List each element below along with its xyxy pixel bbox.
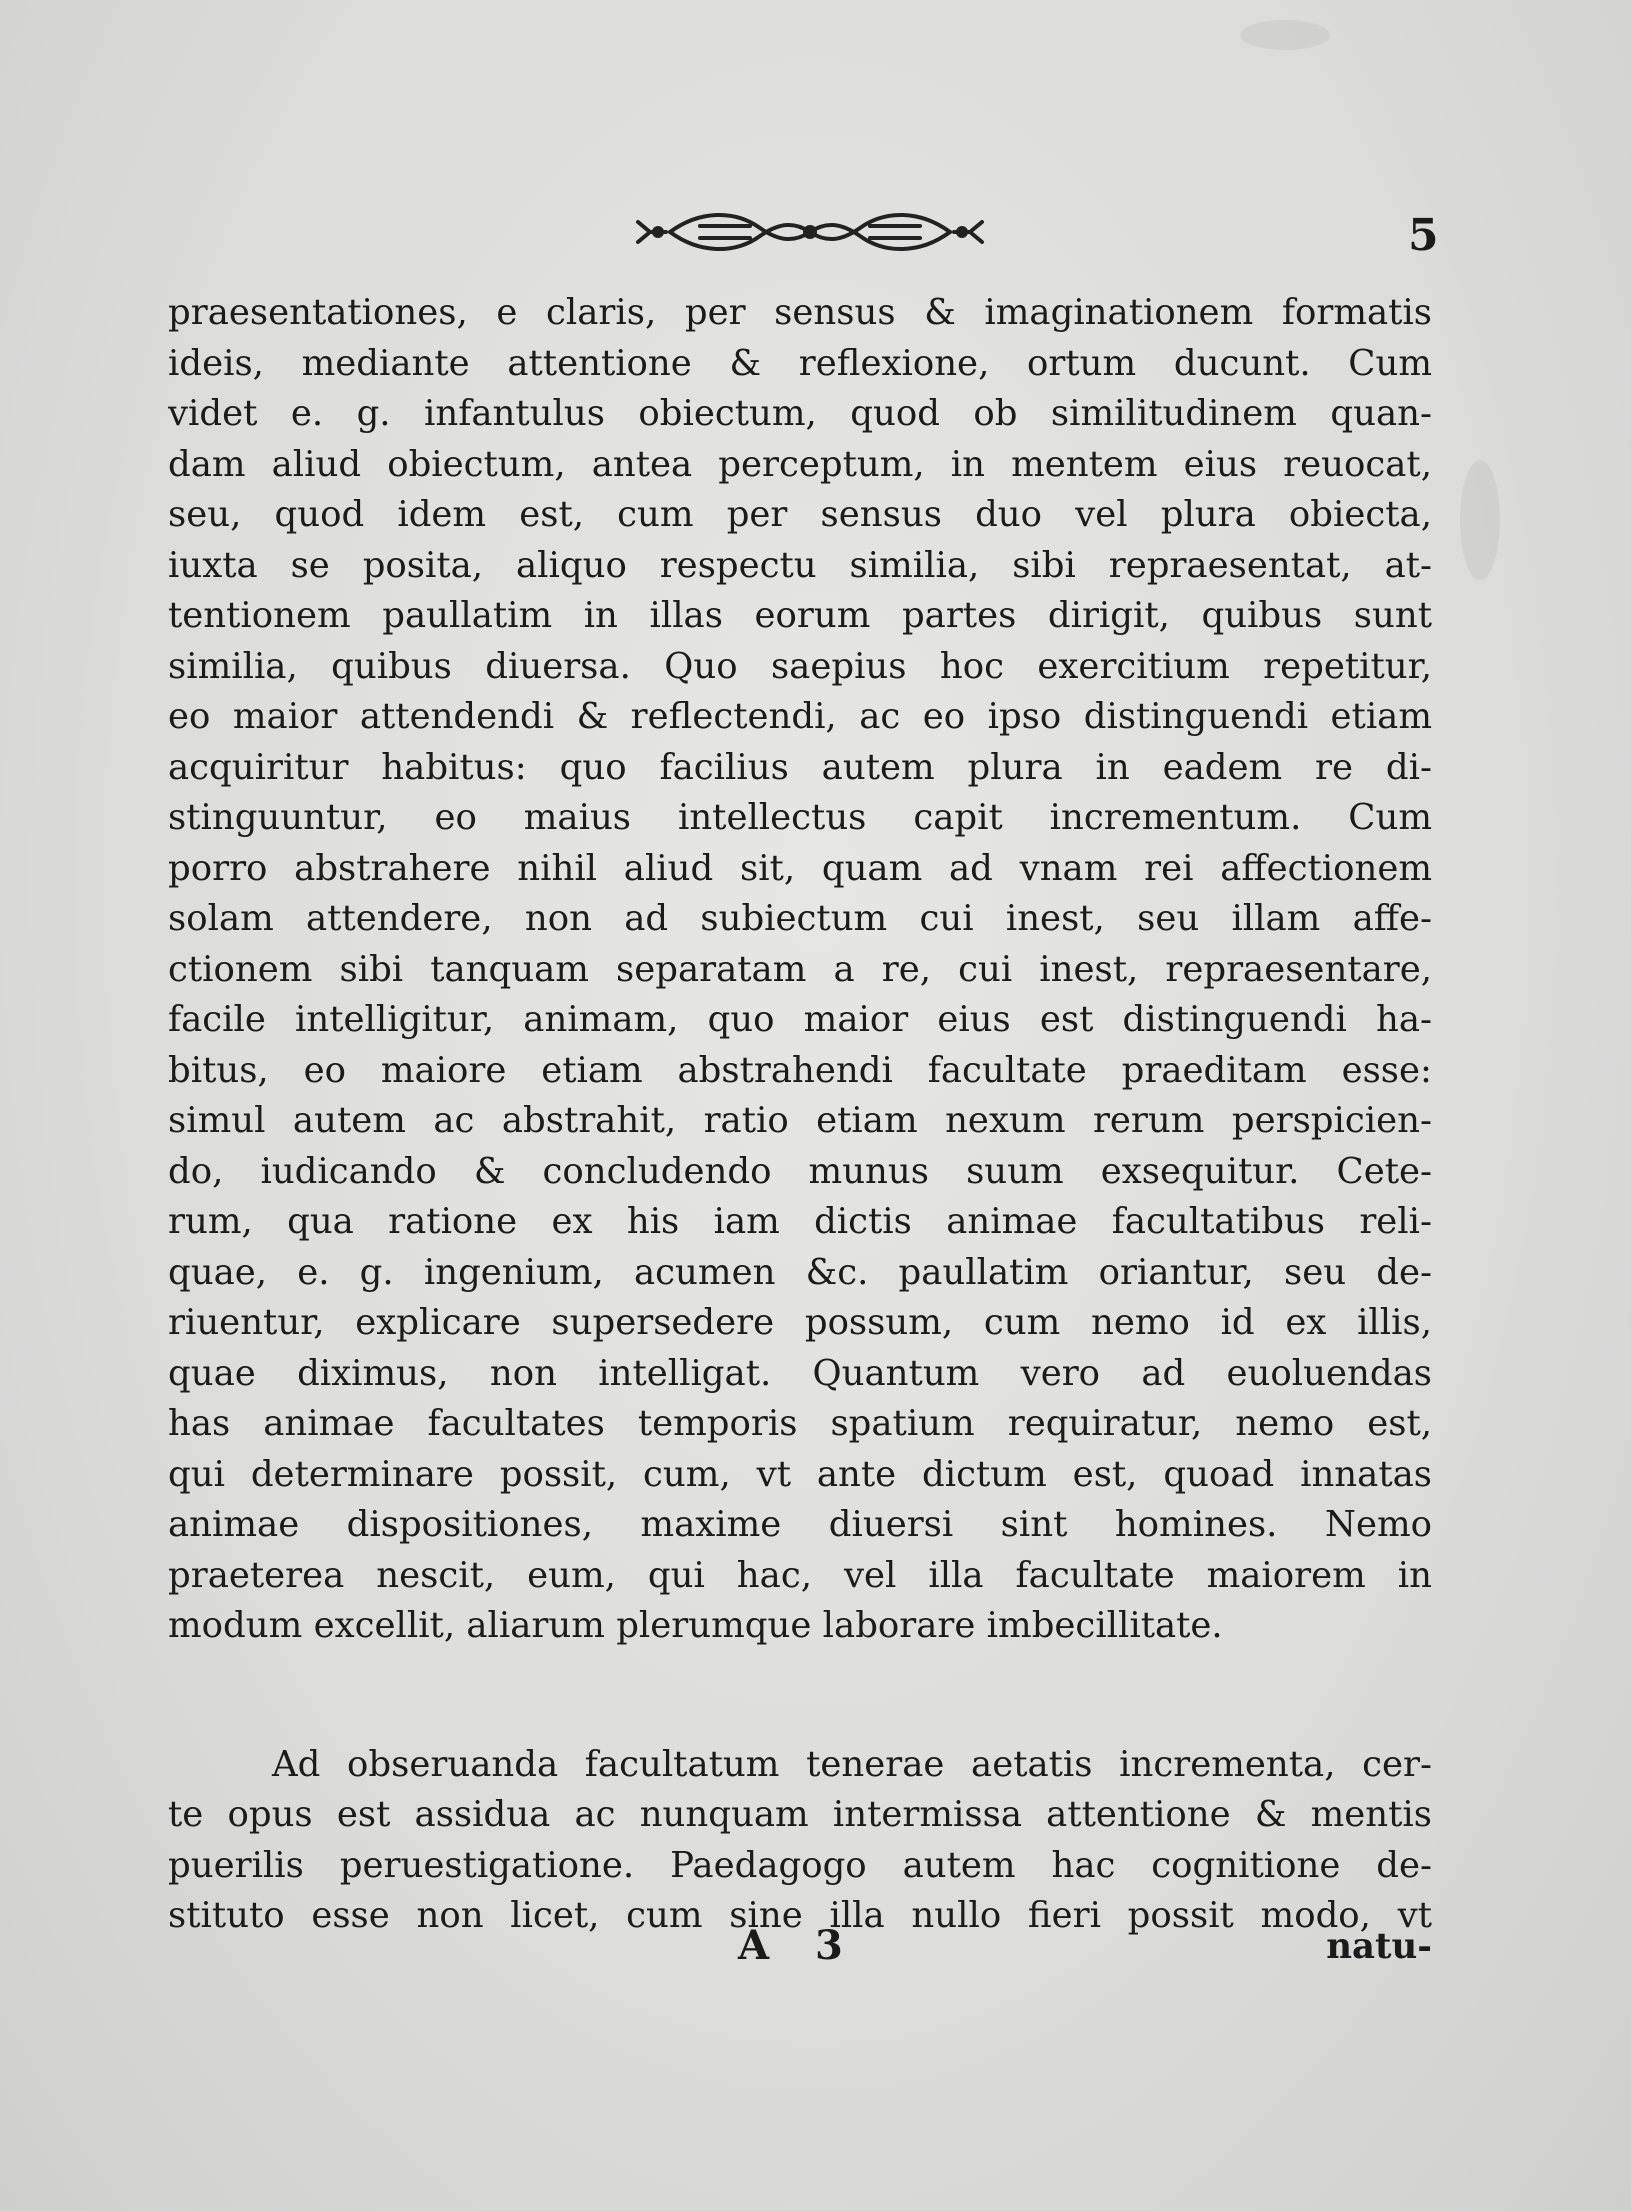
text-line: facile intelligitur, animam, quo maior eius est distinguendi ha- xyxy=(168,999,1432,1040)
text-line: eo maior attendendi & reflectendi, ac eo ipso distinguendi etiam xyxy=(168,696,1432,737)
text-line: do, iudicando & concludendo munus suum exsequitur. Cete- xyxy=(168,1150,1432,1192)
text-line: tentionem paullatim in illas eorum partes dirigit, quibus sunt xyxy=(168,595,1432,636)
paragraph-1 xyxy=(168,288,1432,1652)
text-line: iuxta se posita, aliquo respectu similia, sibi repraesentat, at- xyxy=(168,544,1432,586)
text-line: praeterea nescit, eum, qui hac, vel illa facultate maiorem in xyxy=(168,1554,1432,1596)
text-line: dam aliud obiectum, antea perceptum, in mentem eius reuocat, xyxy=(168,443,1432,485)
text-line: stinguuntur, eo maius intellectus capit incrementum. Cum xyxy=(168,797,1432,838)
signature-mark: A 3 xyxy=(738,1922,859,1969)
page-number: 5 xyxy=(1408,210,1439,261)
text-line: similia, quibus diuersa. Quo saepius hoc exercitium repetitur, xyxy=(168,645,1432,687)
paper-stain xyxy=(1240,20,1330,50)
text-line: acquiritur habitus: quo facilius autem plura in eadem re di- xyxy=(168,746,1432,788)
text-line: rum, qua ratione ex his iam dictis animae facultatibus reli- xyxy=(168,1201,1432,1242)
text-line: animae dispositiones, maxime diuersi sint homines. Nemo xyxy=(168,1504,1432,1545)
body-text xyxy=(168,288,1432,1942)
page-footer xyxy=(168,1922,1432,1978)
text-line: qui determinare possit, cum, vt ante dictum est, quoad innatas xyxy=(168,1453,1432,1495)
paragraph-spacer xyxy=(168,1652,1432,1740)
text-line: modum excellit, aliarum plerumque laborare imbecillitate. xyxy=(168,1605,1223,1646)
text-line: ctionem sibi tanquam separatam a re, cui inest, repraesentare, xyxy=(168,948,1432,990)
text-line: bitus, eo maiore etiam abstrahendi facultate praeditam esse: xyxy=(168,1049,1432,1091)
text-line: praesentationes, e claris, per sensus & imaginationem formatis xyxy=(168,292,1432,333)
text-line: puerilis peruestigatione. Paedagogo autem hac cognitione de- xyxy=(168,1844,1432,1886)
text-line: riuentur, explicare supersedere possum, cum nemo id ex illis, xyxy=(168,1302,1432,1343)
text-line: Ad obseruanda facultatum tenerae aetatis incrementa, cer- xyxy=(272,1743,1432,1785)
text-line: solam attendere, non ad subiectum cui inest, seu illam affe- xyxy=(168,898,1432,939)
text-line: te opus est assidua ac nunquam intermissa attentione & mentis xyxy=(168,1794,1432,1835)
catchword: natu- xyxy=(1326,1926,1432,1967)
paper-stain xyxy=(1460,460,1500,580)
text-line: has animae facultates temporis spatium requiratur, nemo est, xyxy=(168,1403,1432,1444)
decorative-ornament-icon xyxy=(630,200,990,264)
paragraph-2 xyxy=(168,1740,1432,1942)
text-line: simul autem ac abstrahit, ratio etiam nexum rerum perspicien- xyxy=(168,1100,1432,1141)
text-line: seu, quod idem est, cum per sensus duo vel plura obiecta, xyxy=(168,494,1432,535)
text-line: quae, e. g. ingenium, acumen &c. paullatim oriantur, seu de- xyxy=(168,1251,1432,1293)
text-line: stituto esse non licet, cum sine illa nullo fieri possit modo, vt xyxy=(168,1895,1432,1936)
text-line: videt e. g. infantulus obiectum, quod ob similitudinem quan- xyxy=(168,393,1432,434)
text-line: ideis, mediante attentione & reflexione, ortum ducunt. Cum xyxy=(168,342,1432,384)
text-line: porro abstrahere nihil aliud sit, quam ad vnam rei affectionem xyxy=(168,847,1432,889)
text-line: quae diximus, non intelligat. Quantum vero ad euoluendas xyxy=(168,1352,1432,1394)
